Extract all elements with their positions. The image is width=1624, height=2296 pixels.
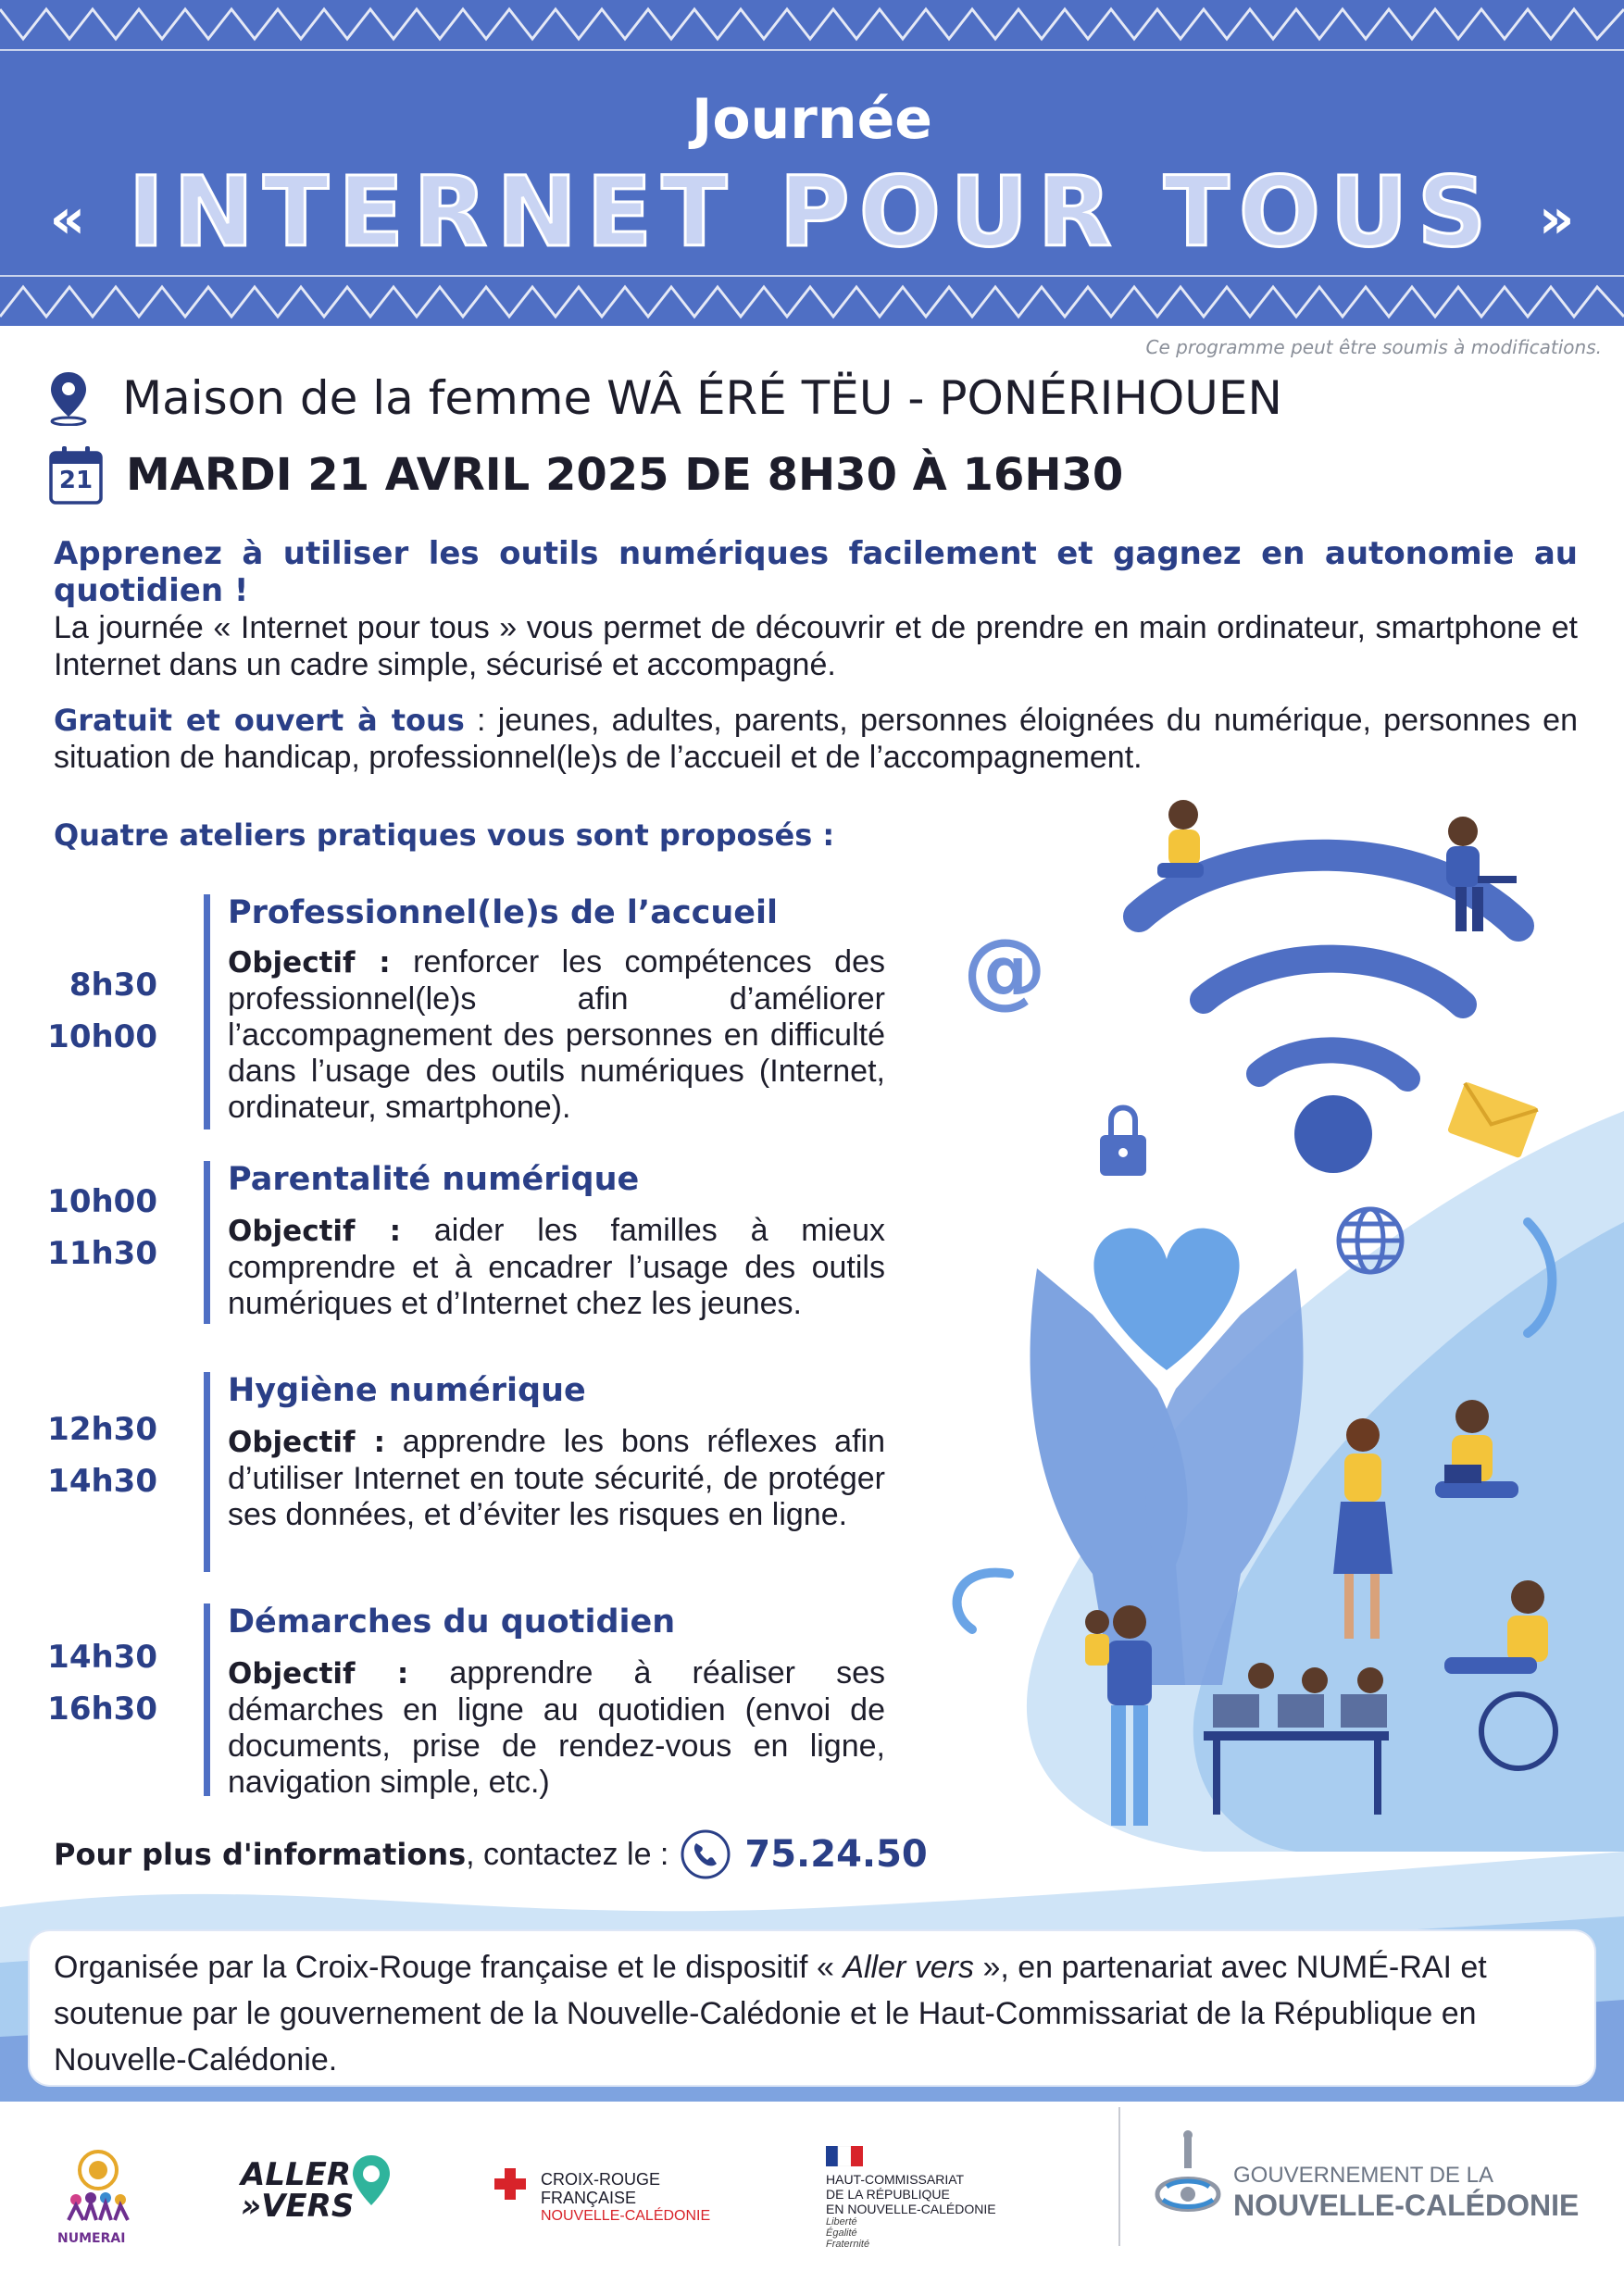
workshop-time [46,1176,157,1279]
calendar-day: 21 [58,467,94,494]
workshop-time [46,1404,157,1507]
banner-title-small: Journée [692,87,932,152]
workshop-end: 10h00 [47,1018,157,1055]
objective-text: apprendre les bons réflexes afin d’utiliser Internet en toute sécurité, de protéger ses données, et d’éviter les risques en ligne. [228,1424,885,1532]
workshops-title: Quatre ateliers pratiques vous sont proposés : [54,817,835,853]
disclaimer: Ce programme peut être soumis à modifications. [1145,336,1602,358]
crf-line-3: NOUVELLE-CALÉDONIE [541,2208,711,2224]
father-and-child [1085,1605,1152,1826]
wifi-icon [1139,855,1518,1173]
organisation-aller-vers: Aller vers [843,1950,975,1985]
event-location: Maison de la femme WÂ ÉRÉ TËU - PONÉRIHOUEN [122,371,1282,425]
workshop-title: Hygiène numérique [228,1372,586,1409]
workshop-title: Professionnel(le)s de l’accueil [228,894,778,931]
at-sign-icon: @ [963,921,1046,1018]
workshop-description [228,1213,885,1322]
audience-paragraph [54,702,1578,776]
workshop-end: 11h30 [47,1235,157,1272]
workshop-title: Parentalité numérique [228,1161,640,1198]
intro-body: La journée « Internet pour tous » vous permet de découvrir et de prendre en main ordinateur, smartphone et Internet dans un cadre simple, sécurisé et accompagné. [54,610,1578,682]
croix-rouge-logo [541,2170,710,2226]
aller-vers-line-2: »VERS [241,2188,355,2225]
banner-title-text: INTERNET POUR TOUS [128,156,1496,268]
calendar-icon [48,444,104,505]
numerai-logo [61,2146,135,2229]
workshop-4 [46,1603,889,1807]
contact-lead: Pour plus d'informations [54,1837,467,1872]
organisation-box [30,1931,1594,2085]
government-emblem-icon [1148,2129,1228,2231]
workshop-2 [46,1161,889,1328]
objective-text: aider les familles à mieux comprendre et à encadrer l’usage des outils numériques et d’Internet chez les jeunes. [228,1213,885,1321]
audience-lead: Gratuit et ouvert à tous [54,703,465,738]
contact-text: , contactez le : [466,1836,669,1872]
man-in-wheelchair [1444,1580,1555,1768]
red-cross-icon [494,2168,526,2200]
objective-label: Objectif : [228,1215,402,1248]
aller-vers-logo [241,2156,355,2225]
objective-text: renforcer les compétences des professionnel(le)s afin d’améliorer l’accompagnement des personnes en difficulté dans l’usage des outils numériques (Internet, ordinateur, smartphone). [228,944,885,1125]
crf-line-1: CROIX-ROUGE [541,2170,661,2189]
workshop-description [228,1424,885,1533]
organisation-text-end: », en partenariat avec NUMÉ-RAI et soutenue par le gouvernement de la Nouvelle-Calédonie et le Haut-Commissariat de la République en Nouvelle-Calédonie. [54,1950,1487,2078]
intro-headline: Apprenez à utiliser les outils numériques facilement et gagnez en autonomie au quotidien ! [54,535,1578,609]
objective-text: apprendre à réaliser ses démarches en ligne au quotidien (envoi de documents, prise de rendez-vous en ligne, navigation simple, etc.) [228,1655,885,1800]
person-with-laptop-right [1446,817,1517,931]
workshop-bar [204,1372,210,1572]
workshop-1 [46,894,889,1135]
zigzag-pattern-top [0,0,1624,56]
hc-line-1: HAUT-COMMISSARIAT [826,2172,965,2187]
children-at-computers [1204,1663,1389,1815]
woman-with-phone [1333,1418,1393,1639]
man-with-laptop-sitting [1435,1400,1518,1498]
event-date: MARDI 21 AVRIL 2025 DE 8H30 À 16H30 [126,449,1124,501]
workshop-bar [204,1161,210,1324]
hc-line-3: EN NOUVELLE-CALÉDONIE [826,2202,996,2216]
haut-commissariat-logo [826,2172,996,2250]
objective-label: Objectif : [228,1657,409,1691]
contact-phone[interactable]: 75.24.50 [744,1833,928,1876]
workshop-description [228,944,885,1126]
intro-section [54,535,1578,683]
banner-title-big [0,156,1624,268]
hc-motto-3: Fraternité [826,2239,870,2250]
government-logo [1233,2163,1579,2222]
crf-line-2: FRANÇAISE [541,2189,637,2207]
workshop-end: 16h30 [47,1691,157,1728]
padlock-icon [1100,1108,1146,1177]
workshop-bar [204,894,210,1129]
workshop-start: 10h00 [47,1183,157,1220]
workshop-time [46,959,157,1063]
numerai-label: NUMERAI [57,2231,126,2246]
quote-close: » [1538,186,1575,252]
person-sitting-on-wifi-left [1157,800,1204,878]
hc-line-2: DE LA RÉPUBLIQUE [826,2187,950,2202]
date-row [48,444,1123,505]
quote-open: « [49,186,86,252]
location-row [48,370,1282,426]
workshop-bar [204,1603,210,1796]
objective-label: Objectif : [228,946,391,980]
globe-icon [1339,1209,1402,1272]
hc-motto-1: Liberté [826,2216,857,2227]
workshop-time [46,1631,157,1735]
aller-vers-line-1: ALLER [241,2156,352,2193]
workshop-start: 12h30 [47,1411,157,1448]
workshop-description [228,1655,885,1801]
workshop-start: 14h30 [47,1639,157,1676]
audience-text: : jeunes, adultes, parents, personnes éloignées du numérique, personnes en situation de handicap, professionnel(le)s de l’accueil et de l’accompagnement. [54,703,1579,775]
gov-line-2: NOUVELLE-CALÉDONIE [1233,2189,1580,2222]
location-pin-icon [48,370,96,426]
objective-label: Objectif : [228,1426,386,1459]
workshop-start: 8h30 [69,967,157,1004]
marianne-flag-icon [826,2146,863,2166]
aller-vers-pin-icon [350,2153,393,2209]
header-banner [0,0,1624,326]
hc-motto-2: Égalité [826,2227,857,2239]
workshop-3 [46,1372,889,1576]
hands-with-heart-icon [1031,1229,1304,1685]
organisation-text-start: Organisée par la Croix-Rouge française et le dispositif « [54,1950,843,1985]
logo-separator [1118,2107,1120,2246]
gov-line-1: GOUVERNEMENT DE LA [1233,2163,1493,2188]
envelope-icon [1447,1081,1539,1158]
zigzag-pattern-bottom [0,270,1624,326]
workshop-end: 14h30 [47,1463,157,1500]
workshop-title: Démarches du quotidien [228,1603,676,1641]
